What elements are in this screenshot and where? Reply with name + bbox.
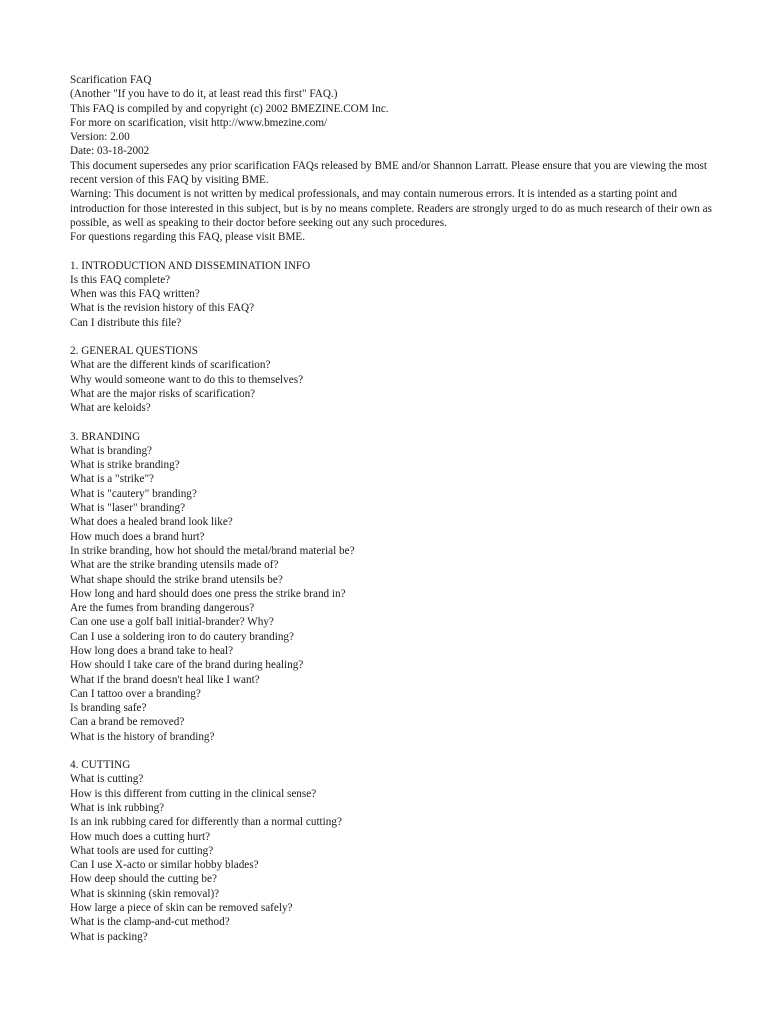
date-line: Date: 03-18-2002 <box>70 145 150 158</box>
faq-question: What are the strike branding utensils made of? <box>70 559 279 572</box>
faq-question: Can a brand be removed? <box>70 716 185 729</box>
faq-question: How should I take care of the brand during healing? <box>70 659 304 672</box>
faq-question: What is a "strike"? <box>70 473 154 486</box>
faq-question: How large a piece of skin can be removed safely? <box>70 902 293 915</box>
faq-question: What are keloids? <box>70 402 151 415</box>
faq-question: What is the clamp-and-cut method? <box>70 916 230 929</box>
faq-question: What is "laser" branding? <box>70 502 186 515</box>
section-title: 1. INTRODUCTION AND DISSEMINATION INFO <box>70 259 311 272</box>
faq-question: What tools are used for cutting? <box>70 844 214 857</box>
more-info-line: For more on scarification, visit http://www.bmezine.com/ <box>70 116 328 129</box>
document-page <box>70 73 730 944</box>
faq-section <box>70 758 730 944</box>
faq-question: Is this FAQ complete? <box>70 273 171 286</box>
faq-question: How much does a brand hurt? <box>70 530 205 543</box>
document-title: Scarification FAQ <box>70 74 152 86</box>
warning-paragraph: Warning: This document is not written by medical professionals, and may contain numerous errors. It is intended as a starting point and introduction for those interested in this subject, but is by no means complete. Readers are strongly urged to do as much research of their own as possible, as well as speaking to their doctor before seeking out any such procedures. <box>70 188 712 229</box>
faq-question: What is packing? <box>70 930 148 943</box>
version-line: Version: 2.00 <box>70 131 130 144</box>
faq-question: Why would someone want to do this to themselves? <box>70 373 304 386</box>
faq-question: How long and hard should does one press the strike brand in? <box>70 587 346 600</box>
faq-question: When was this FAQ written? <box>70 288 200 301</box>
faq-question: What is branding? <box>70 444 153 457</box>
faq-question: What does a healed brand look like? <box>70 516 233 529</box>
faq-section <box>70 344 730 415</box>
faq-question: In strike branding, how hot should the metal/brand material be? <box>70 544 355 557</box>
faq-question: What is strike branding? <box>70 459 180 472</box>
faq-question: What shape should the strike brand utensils be? <box>70 573 283 586</box>
faq-question: What if the brand doesn't heal like I want? <box>70 673 260 686</box>
document-subtitle: (Another "If you have to do it, at least read this first" FAQ.) <box>70 88 338 101</box>
faq-question: What are the different kinds of scarification? <box>70 359 271 372</box>
supersedes-paragraph: This document supersedes any prior scarification FAQs released by BME and/or Shannon Larratt. Please ensure that you are viewing the most recent version of this FAQ by visiting BME. <box>70 159 707 187</box>
faq-question: How long does a brand take to heal? <box>70 644 234 657</box>
questions-contact-line: For questions regarding this FAQ, please visit BME. <box>70 231 306 244</box>
faq-question: What is the revision history of this FAQ? <box>70 302 255 315</box>
faq-question: What is cutting? <box>70 773 144 786</box>
faq-question: How is this different from cutting in the clinical sense? <box>70 787 317 800</box>
faq-question: What are the major risks of scarification? <box>70 387 256 400</box>
faq-question: Can I use X-acto or similar hobby blades? <box>70 859 259 872</box>
faq-question: Can one use a golf ball initial-brander? Why? <box>70 616 274 629</box>
faq-section <box>70 430 730 745</box>
faq-question: Can I distribute this file? <box>70 316 182 329</box>
faq-question: Can I use a soldering iron to do cautery branding? <box>70 630 294 643</box>
faq-question: What is ink rubbing? <box>70 801 165 814</box>
faq-question: How deep should the cutting be? <box>70 873 217 886</box>
faq-question: How much does a cutting hurt? <box>70 830 211 843</box>
section-title: 3. BRANDING <box>70 430 141 443</box>
faq-question: What is skinning (skin removal)? <box>70 887 220 900</box>
section-title: 4. CUTTING <box>70 759 131 772</box>
faq-question: Is an ink rubbing cared for differently than a normal cutting? <box>70 816 342 829</box>
section-title: 2. GENERAL QUESTIONS <box>70 345 198 358</box>
copyright-line: This FAQ is compiled by and copyright (c) 2002 BMEZINE.COM Inc. <box>70 102 389 115</box>
faq-question: What is "cautery" branding? <box>70 487 197 500</box>
faq-sections <box>70 259 730 944</box>
faq-section <box>70 259 730 330</box>
faq-question: Can I tattoo over a branding? <box>70 687 201 700</box>
faq-question: Is branding safe? <box>70 702 147 715</box>
faq-question: What is the history of branding? <box>70 730 215 743</box>
faq-question: Are the fumes from branding dangerous? <box>70 602 255 615</box>
